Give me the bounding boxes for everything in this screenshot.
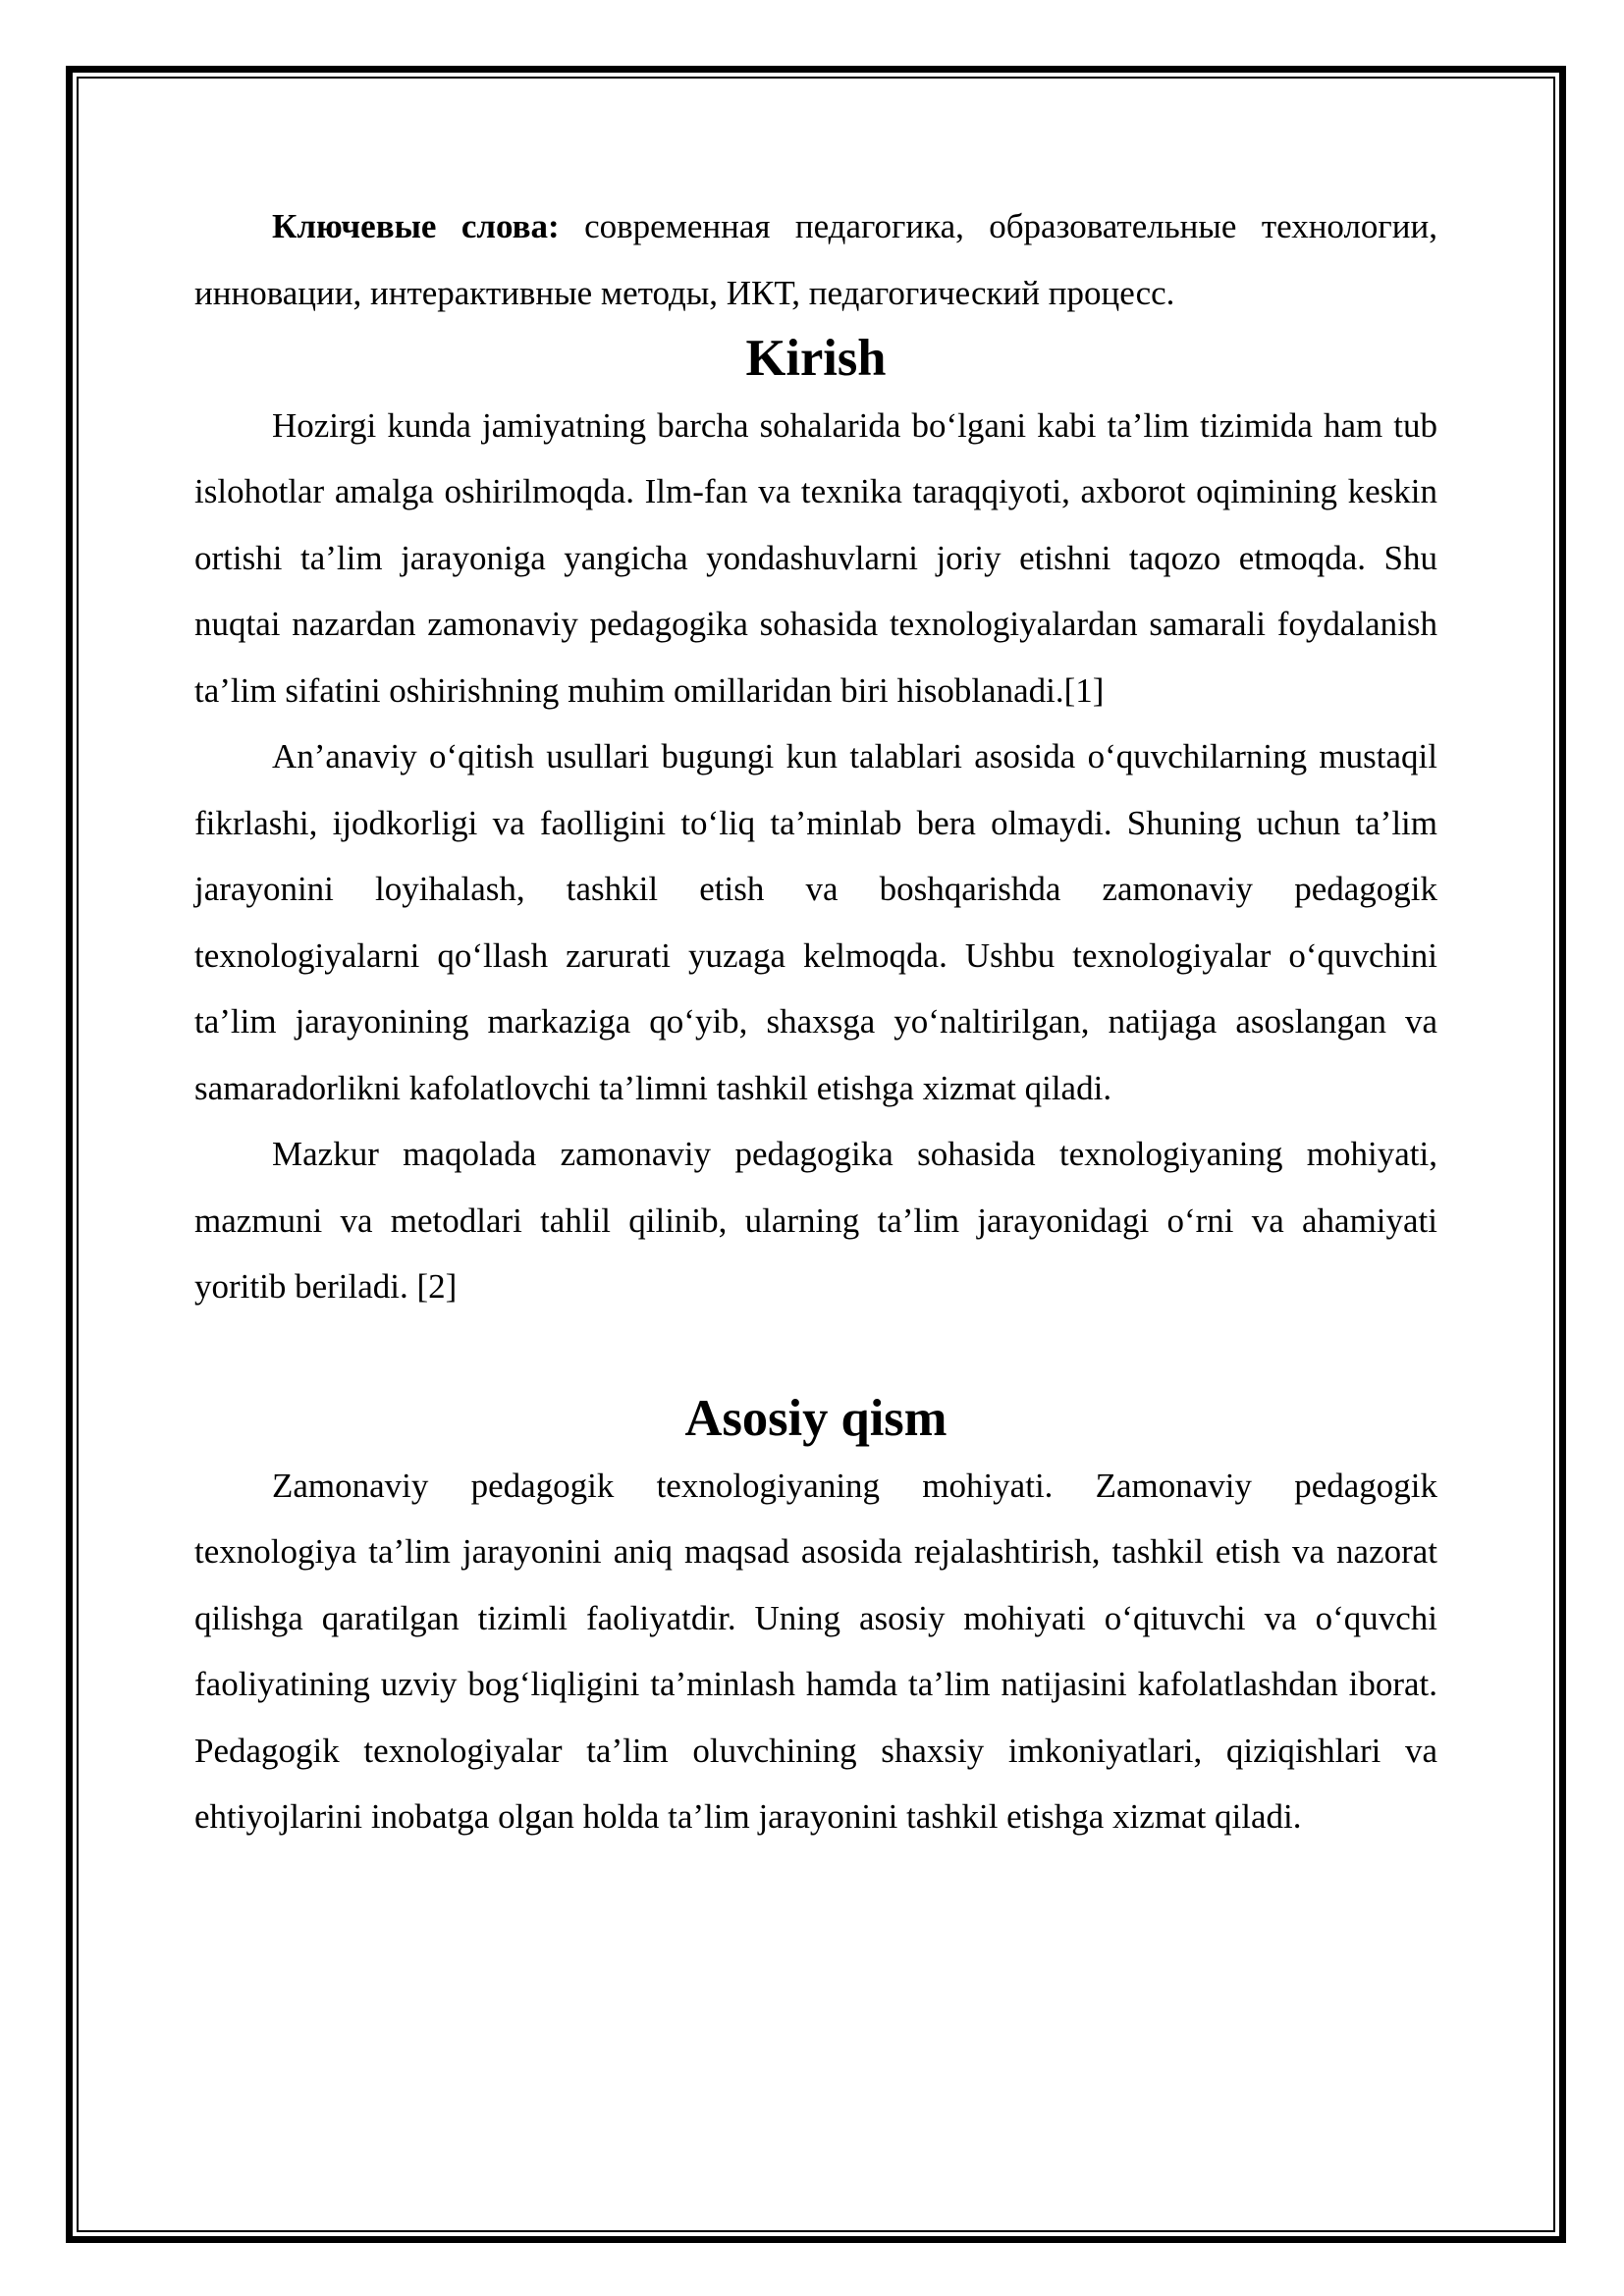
section-spacer — [194, 1320, 1437, 1387]
intro-paragraph: An’anaviy o‘qitish usullari bugungi kun talablari asosida o‘quvchilarning mustaqil fikrlashi, ijodkorligi va faolligini to‘liq ta’minlab bera olmaydi. Shuning uchun ta’lim jarayonini loyihalash, tashkil etish va boshqarishda zamonaviy pedagogik texnologiyalarni qo‘llash zarurati yuzaga kelmoqda. Ushbu texnologiyalar o‘quvchini ta’lim jarayonining markaziga qo‘yib, shaxsga yo‘naltirilgan, natijaga asoslangan va samaradorlikni kafolatlovchi ta’limni tashkil etishga xizmat qiladi. — [194, 737, 1437, 1107]
keywords-label: Ключевые слова: — [272, 207, 560, 245]
main-heading: Asosiy qism — [684, 1390, 947, 1447]
document-body — [194, 193, 1437, 1850]
keywords-paragraph — [194, 193, 1437, 326]
intro-paragraph: Hozirgi kunda jamiyatning barcha sohalarida bo‘lgani kabi ta’lim tizimida ham tub islohotlar amalga oshirilmoqda. Ilm-fan va texnika taraqqiyoti, axborot oqimining keskin ortishi ta’lim jarayoniga yangicha yondashuvlarni joriy etishni taqozo etmoqda. Shu nuqtai nazardan zamonaviy pedagogika sohasida texnologiyalardan samarali foydalanish ta’lim sifatini oshirishning muhim omillaridan biri hisoblanadi.[1] — [194, 405, 1437, 710]
intro-heading: Kirish — [745, 330, 887, 387]
keywords-text: современная педагогика, образовательные технологии, инновации, интерактивные методы, ИКТ, педагогический процесс. — [194, 207, 1437, 312]
intro-paragraph: Mazkur maqolada zamonaviy pedagogika sohasida texnologiyaning mohiyati, mazmuni va metodlari tahlil qilinib, ularning ta’lim jarayonidagi o‘rni va ahamiyati yoritib beriladi. [2] — [194, 1135, 1437, 1306]
main-paragraph: Zamonaviy pedagogik texnologiyaning mohiyati. Zamonaviy pedagogik texnologiya ta’lim jarayonini aniq maqsad asosida rejalashtirish, tashkil etish va nazorat qilishga qaratilgan tizimli faoliyatdir. Uning asosiy mohiyati o‘qituvchi va o‘quvchi faoliyatining uzviy bog‘liqligini ta’minlash hamda ta’lim natijasini kafolatlashdan iborat. Pedagogik texnologiyalar ta’lim oluvchining shaxsiy imkoniyatlari, qiziqishlari va ehtiyojlarini inobatga olgan holda ta’lim jarayonini tashkil etishga xizmat qiladi. — [194, 1466, 1437, 1836]
